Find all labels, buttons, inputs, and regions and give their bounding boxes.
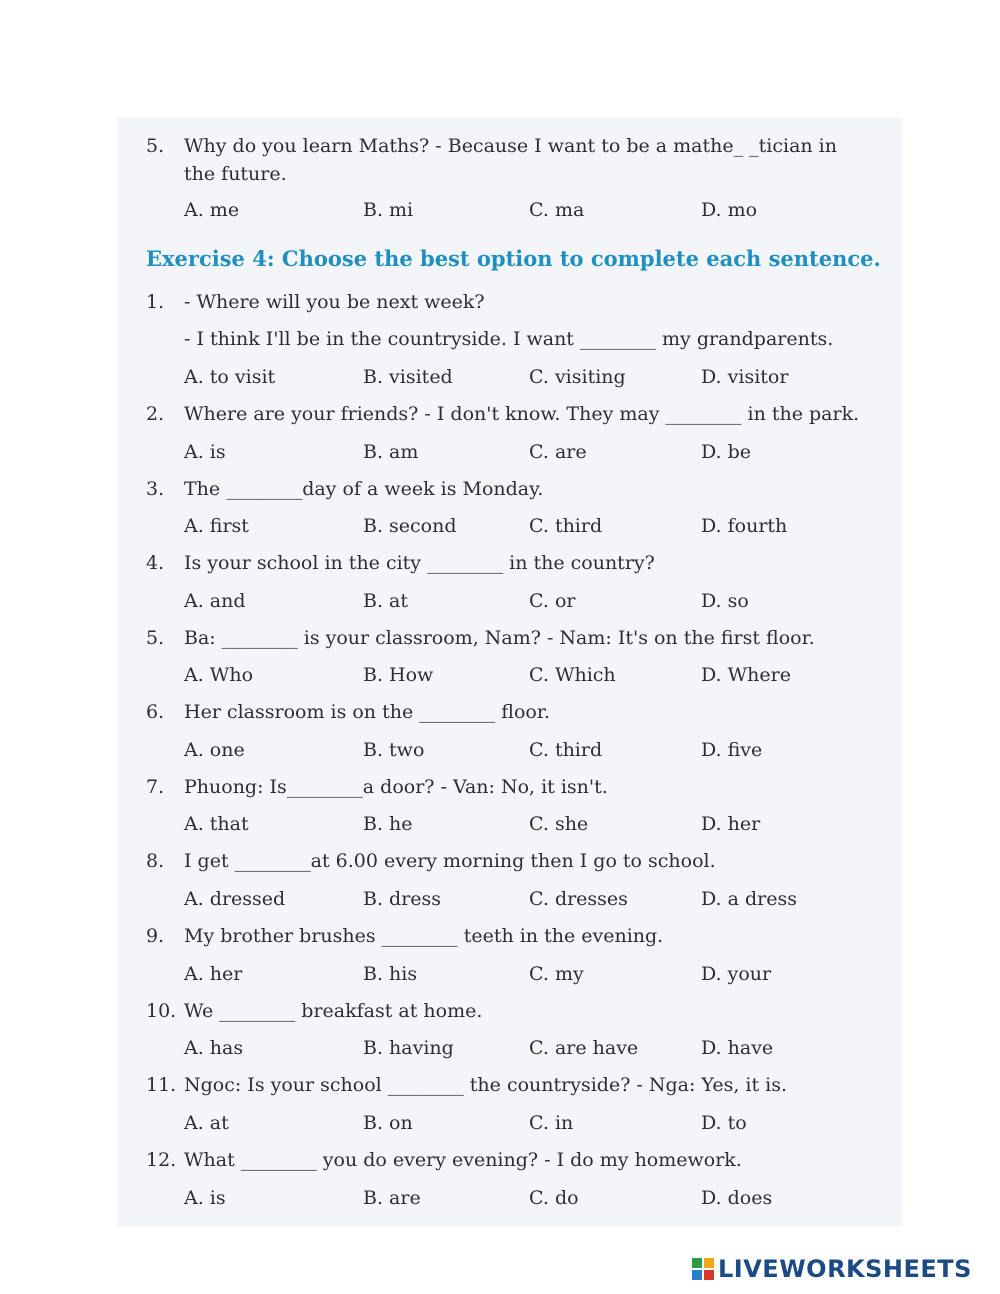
question-8: 8. I get ________at 6.00 every morning then I go to school. [146, 850, 716, 872]
q9-option-a[interactable]: A. her [184, 963, 243, 985]
q1-option-a[interactable]: A. to visit [184, 366, 276, 388]
q5-option-a[interactable]: A. Who [184, 664, 254, 686]
q11-option-b[interactable]: B. on [363, 1112, 413, 1134]
q9-option-c[interactable]: C. my [529, 963, 584, 985]
question-12: 12. What ________ you do every evening? - I do my homework. [146, 1149, 742, 1171]
q8-option-c[interactable]: C. dresses [529, 888, 628, 910]
q1-option-d[interactable]: D. visitor [701, 366, 789, 388]
q3-option-d[interactable]: D. fourth [701, 515, 788, 537]
top-question-line2: the future. [184, 163, 287, 185]
question-3: 3. The ________day of a week is Monday. [146, 478, 544, 500]
q4-option-d[interactable]: D. so [701, 590, 749, 612]
logo-square-2 [704, 1258, 714, 1268]
q4-option-a[interactable]: A. and [184, 590, 246, 612]
question-1: 1. - Where will you be next week? [146, 291, 485, 313]
top-question-line1: 5. Why do you learn Maths? - Because I want to be a mathe_ _tician in [146, 135, 837, 157]
liveworksheets-logo[interactable] [692, 1254, 972, 1284]
q2-option-d[interactable]: D. be [701, 441, 752, 463]
q4-option-b[interactable]: B. at [363, 590, 409, 612]
q5-option-d[interactable]: D. Where [701, 664, 791, 686]
q11-option-d[interactable]: D. to [701, 1112, 747, 1134]
q3-option-b[interactable]: B. second [363, 515, 457, 537]
q10-option-b[interactable]: B. having [363, 1037, 454, 1059]
q6-option-b[interactable]: B. two [363, 739, 425, 761]
q8-option-d[interactable]: D. a dress [701, 888, 797, 910]
q6-option-d[interactable]: D. five [701, 739, 763, 761]
logo-square-4 [704, 1270, 714, 1280]
q8-option-b[interactable]: B. dress [363, 888, 442, 910]
q10-option-c[interactable]: C. are have [529, 1037, 639, 1059]
q12-option-c[interactable]: C. do [529, 1187, 579, 1209]
q11-option-c[interactable]: C. in [529, 1112, 574, 1134]
q3-option-a[interactable]: A. first [184, 515, 249, 537]
q9-option-d[interactable]: D. your [701, 963, 772, 985]
q7-option-b[interactable]: B. he [363, 813, 413, 835]
question-4: 4. Is your school in the city ________ in the country? [146, 552, 655, 574]
q7-option-c[interactable]: C. she [529, 813, 589, 835]
q12-option-d[interactable]: D. does [701, 1187, 773, 1209]
option-c[interactable]: C. ma [529, 199, 585, 221]
q5-option-b[interactable]: B. How [363, 664, 434, 686]
q1-option-c[interactable]: C. visiting [529, 366, 626, 388]
exercise-title: Exercise 4: Choose the best option to complete each sentence. [146, 246, 881, 271]
question-2: 2. Where are your friends? - I don't know. They may ________ in the park. [146, 403, 860, 425]
option-a[interactable]: A. me [184, 199, 240, 221]
q10-option-d[interactable]: D. have [701, 1037, 774, 1059]
option-d[interactable]: D. mo [701, 199, 758, 221]
q3-option-c[interactable]: C. third [529, 515, 603, 537]
question-9: 9. My brother brushes ________ teeth in the evening. [146, 925, 664, 947]
logo-square-3 [692, 1270, 702, 1280]
q9-option-b[interactable]: B. his [363, 963, 418, 985]
question-1-line2: - I think I'll be in the countryside. I want ________ my grandparents. [184, 328, 834, 350]
q7-option-d[interactable]: D. her [701, 813, 761, 835]
question-10: 10. We ________ breakfast at home. [146, 1000, 483, 1022]
logo-text: LIVEWORKSHEETS [718, 1255, 972, 1283]
q1-option-b[interactable]: B. visited [363, 366, 453, 388]
q6-option-c[interactable]: C. third [529, 739, 603, 761]
q12-option-b[interactable]: B. are [363, 1187, 421, 1209]
question-6: 6. Her classroom is on the ________ floor. [146, 701, 550, 723]
q2-option-a[interactable]: A. is [184, 441, 226, 463]
question-5: 5. Ba: ________ is your classroom, Nam? - Nam: It's on the first floor. [146, 627, 815, 649]
q6-option-a[interactable]: A. one [184, 739, 245, 761]
q12-option-a[interactable]: A. is [184, 1187, 226, 1209]
option-b[interactable]: B. mi [363, 199, 414, 221]
q4-option-c[interactable]: C. or [529, 590, 576, 612]
question-11: 11. Ngoc: Is your school ________ the countryside? - Nga: Yes, it is. [146, 1074, 788, 1096]
q8-option-a[interactable]: A. dressed [184, 888, 286, 910]
q7-option-a[interactable]: A. that [184, 813, 249, 835]
q5-option-c[interactable]: C. Which [529, 664, 616, 686]
question-7: 7. Phuong: Is________a door? - Van: No, it isn't. [146, 776, 608, 798]
q11-option-a[interactable]: A. at [184, 1112, 229, 1134]
q2-option-c[interactable]: C. are [529, 441, 587, 463]
q10-option-a[interactable]: A. has [184, 1037, 244, 1059]
q2-option-b[interactable]: B. am [363, 441, 419, 463]
liveworksheets-grid-icon [692, 1258, 714, 1280]
logo-square-1 [692, 1258, 702, 1268]
